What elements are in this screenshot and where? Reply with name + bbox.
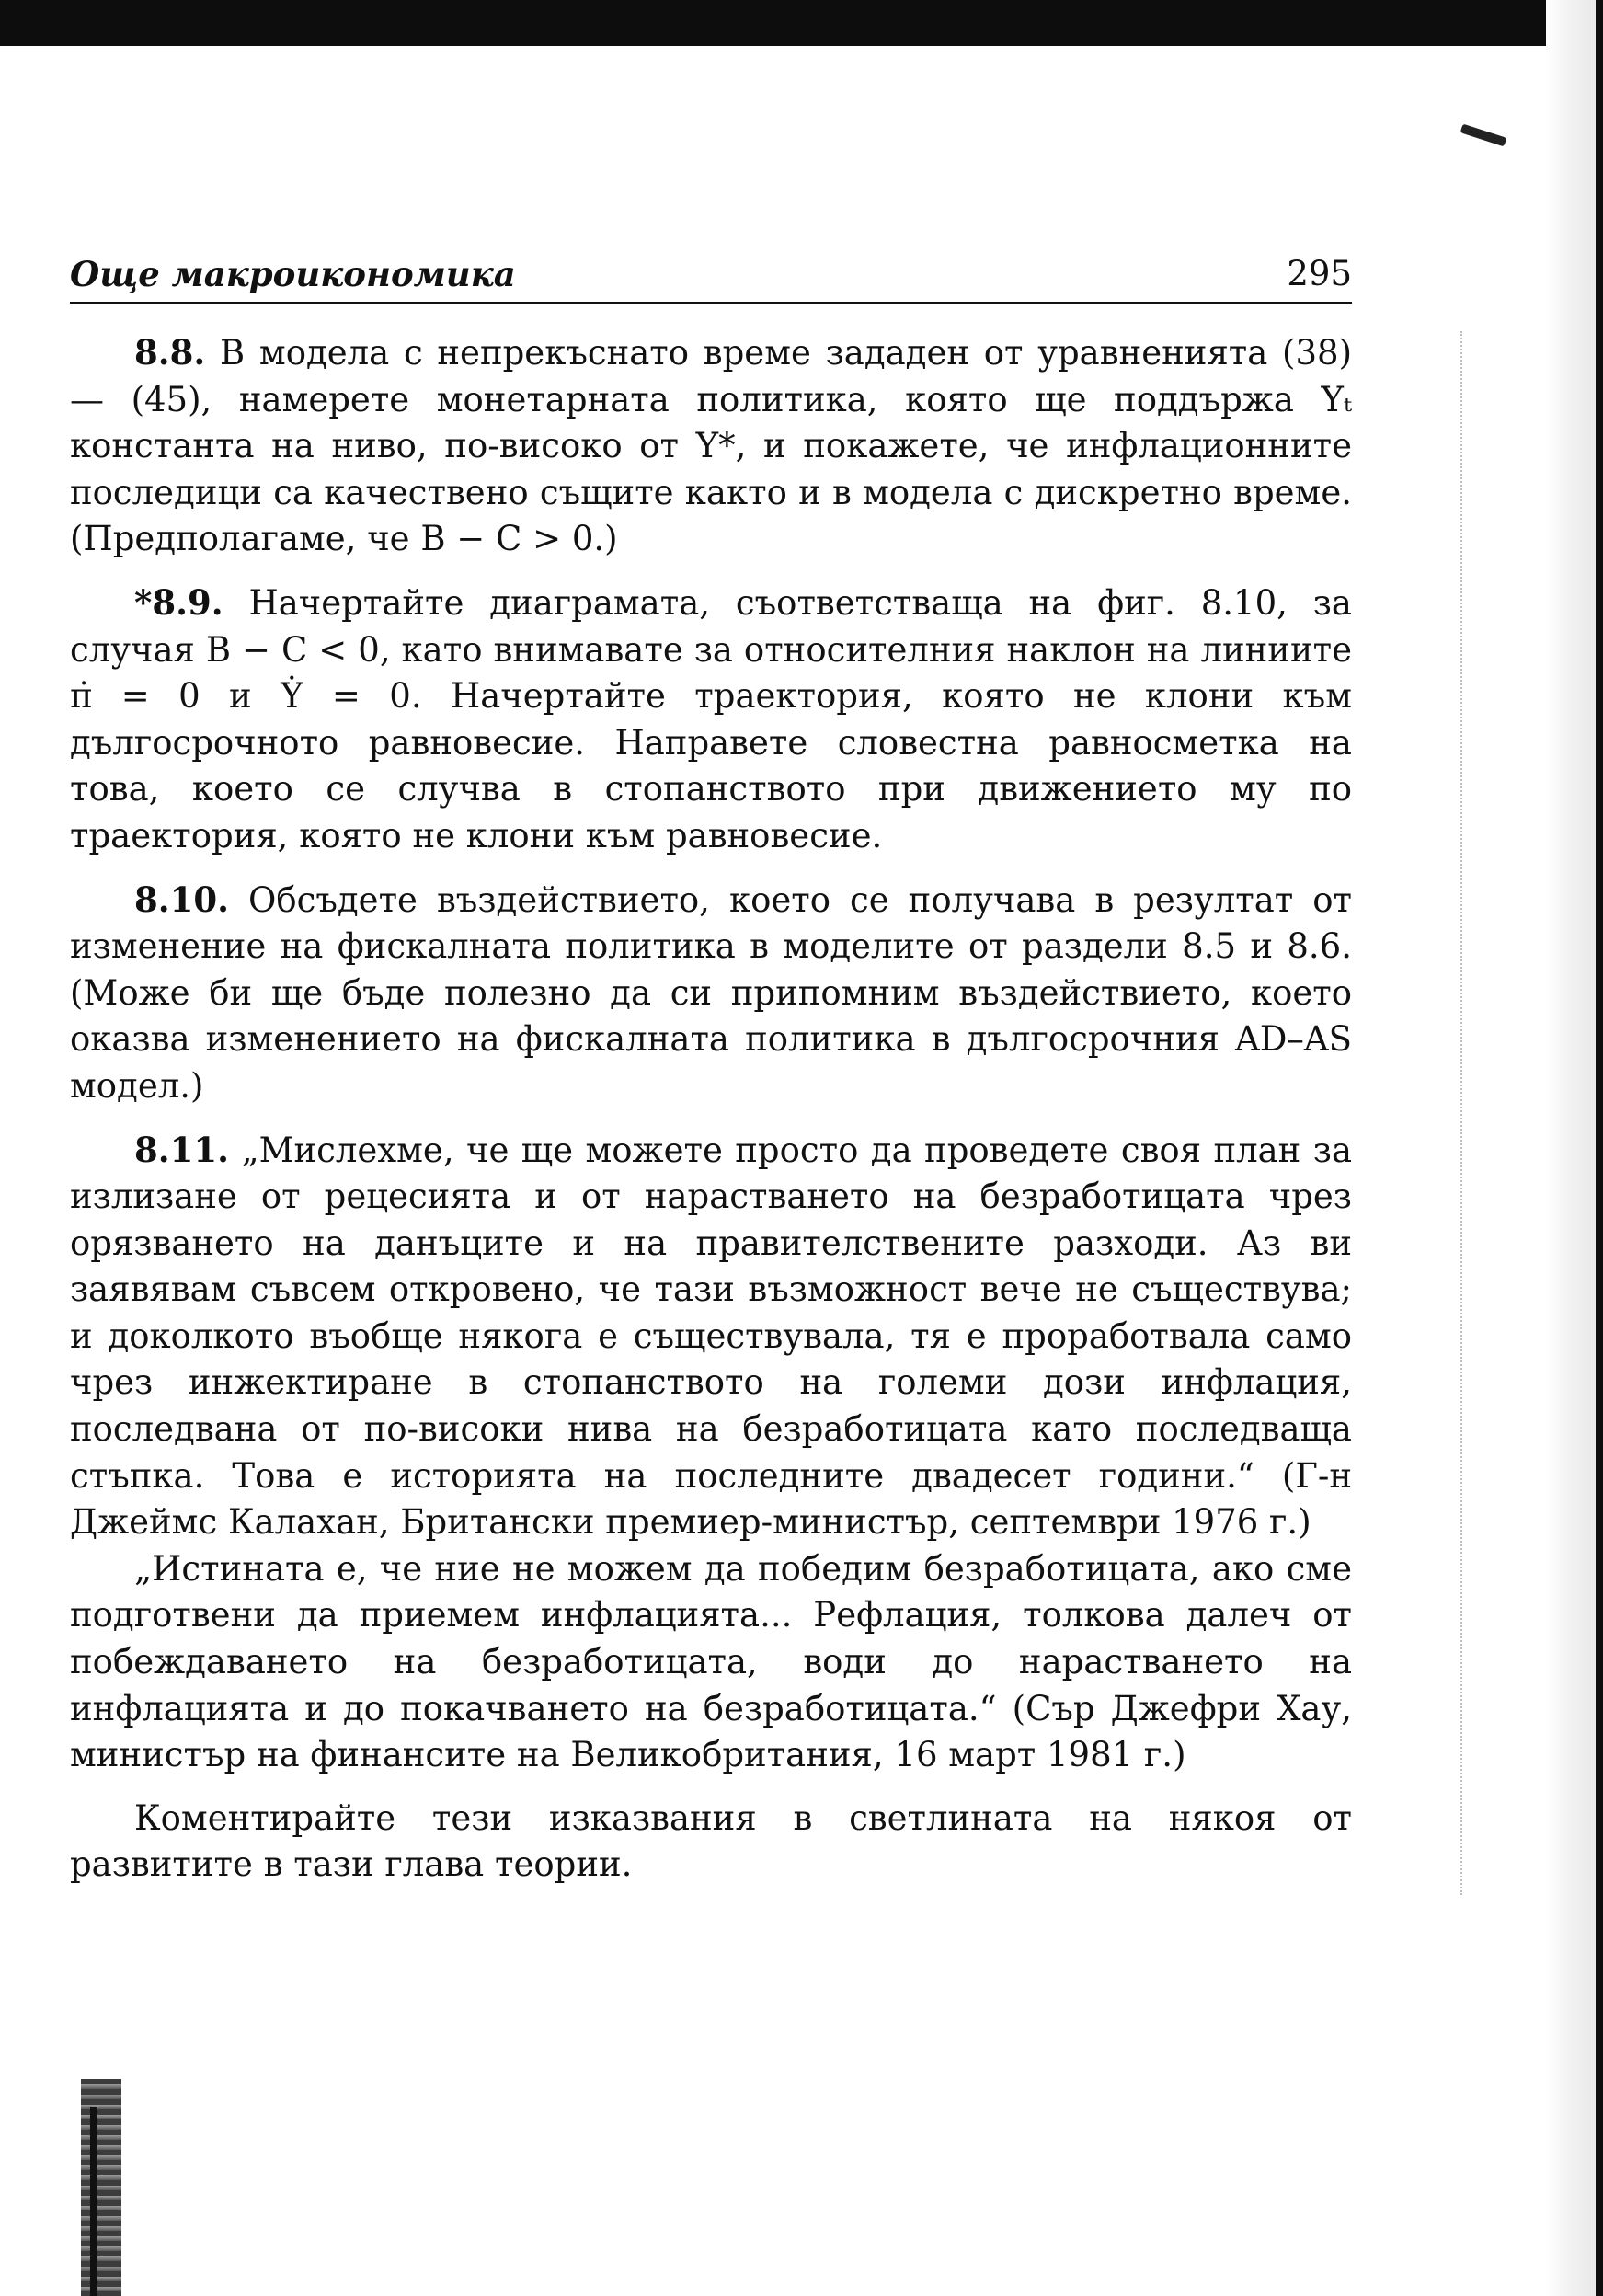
scan-top-border [0, 0, 1603, 46]
binding-bar [90, 2107, 97, 2296]
problem-8-8 [70, 329, 1352, 563]
problem-number: 8.8. [134, 332, 206, 373]
scan-corner-mark [1460, 124, 1507, 147]
problem-text: „Мислехме, че ще можете просто да проведете своя план за излизане от рецесията и от нарастването на безработицата чрез орязването на данъците и на правителствените разходи. Аз ви заявявам съвсем откровено, че тази възможност вече не съществува; и доколкото въобще някога е съществувала, тя е проработвала само чрез инжектиране в стопанството на големи дози инфлация, последвана от по-високи нива на безработицата като последваща стъпка. Това е историята на последните двадесет години.“ (Г-н Джеймс Калахан, Британски премиер-министър, септември 1976 г.) [70, 1130, 1353, 1543]
problem-8-10 [70, 877, 1352, 1110]
problem-8-9 [70, 580, 1352, 860]
problem-number: *8.9. [134, 581, 223, 623]
page-body [70, 329, 1352, 1888]
problem-number: 8.10. [134, 878, 229, 920]
problem-text: Обсъдете въздействието, което се получава в резултат от изменение на фискалната политика в моделите от раздели 8.5 и 8.6. (Може би ще бъде полезно да си припомним въздействието, което оказва изменението на фискалната политика в дългосрочния AD–AS модел.) [70, 879, 1352, 1106]
running-title: Още макроикономика [70, 254, 516, 294]
problem-number: 8.11. [134, 1129, 229, 1170]
problem-text: В модела с непрекъснато време зададен от уравненията (38) — (45), намерете монетарната политика, която ще поддържа Yₜ константа на ниво, по-високо от Y*, и покажете, че инфлационните последици са качествено същите както и в модела с дискретно време. (Предполагаме, че B − C > 0.) [70, 333, 1352, 559]
problem-text: Начертайте диаграмата, съответстваща на фиг. 8.10, за случая B − C < 0, като внимавате за относителния наклон на линиите π̇ = 0 и Ẏ = 0. Начертайте траектория, която не клони към дългосрочното равновесие. Направете словестна равносметка на това, което се случва в стопанството при движението му по траектория, която не клони към равновесие. [70, 582, 1352, 855]
binding-shadow [81, 2079, 121, 2296]
book-page [70, 254, 1352, 1888]
running-head [70, 254, 1352, 304]
page-number: 295 [1287, 254, 1352, 293]
scan-speckle-line [1460, 331, 1465, 1895]
quote-paragraph: „Истината е, че ние не можем да победим безработицата, ако сме подготвени да приемем инфлацията... Рефлация, толкова далеч от побеждаването на безработицата, води до нарастването на инфлацията и до покачването на безработицата.“ (Сър Джефри Хау, министър на финансите на Великобритания, 16 март 1981 г.) [70, 1548, 1352, 1775]
scan-right-shadow [1546, 0, 1603, 2296]
problem-8-11 [70, 1127, 1352, 1546]
scan-right-edge [1596, 0, 1603, 2296]
closing-paragraph: Коментирайте тези изказвания в светлината на някоя от развитите в тази глава теории. [70, 1797, 1352, 1885]
